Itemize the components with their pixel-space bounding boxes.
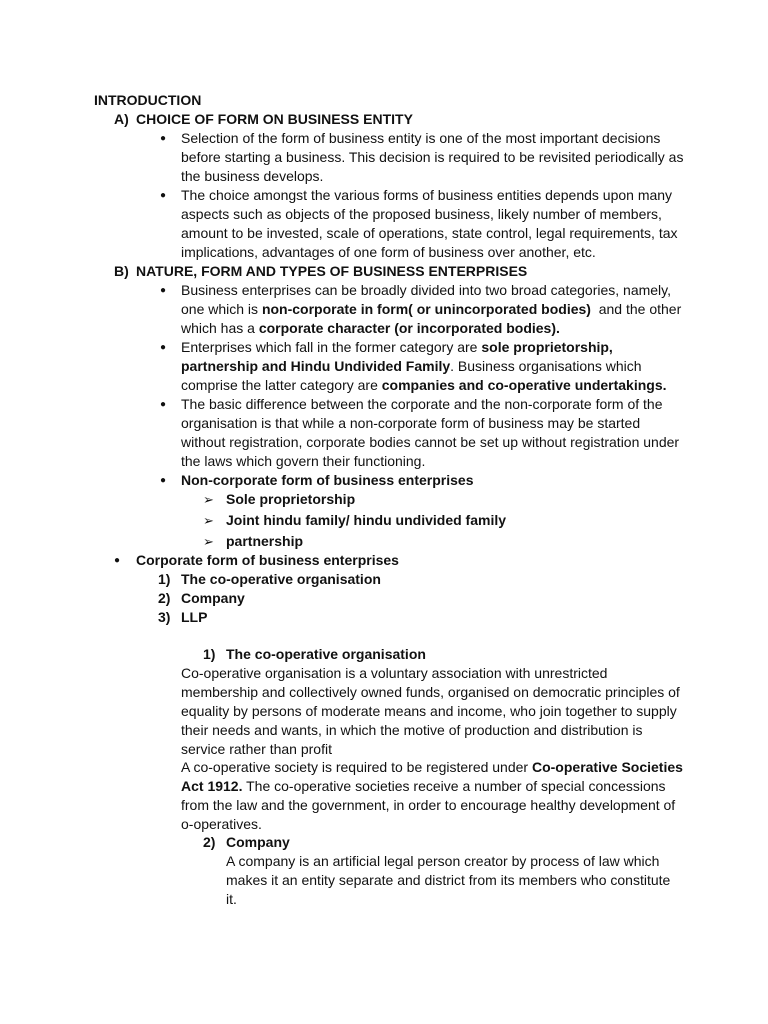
company-line: it.	[226, 891, 237, 907]
section-a-bullet2-line3: amount to be invested, scale of operations, state control, legal requirements, tax	[181, 225, 678, 241]
bullet-icon: ●	[160, 133, 167, 144]
section-b-p3-line3: without registration, corporate bodies cannot be set up without registration under	[181, 434, 680, 450]
coop-para2-line2: Act 1912. The co-operative societies receive a number of special concessions	[181, 778, 666, 794]
section-b-p2-line3: comprise the latter category are companies and co-operative undertakings.	[181, 377, 667, 393]
company-line: makes it an entity separate and district from its members who constitute	[226, 872, 671, 888]
section-a-title: CHOICE OF FORM ON BUSINESS ENTITY	[136, 111, 413, 127]
bullet-icon: ●	[160, 285, 167, 296]
section-a-bullet2-line2: aspects such as objects of the proposed business, likely number of members,	[181, 206, 662, 222]
corporate-item: Company	[181, 590, 245, 606]
company-title: Company	[226, 834, 290, 850]
company-num: 2)	[203, 834, 216, 850]
section-b-p1-line2: one which is non-corporate in form( or unincorporated bodies) and the other	[181, 301, 682, 317]
bullet-icon: ●	[160, 475, 167, 486]
coop-para2-line3: from the law and the government, in order to encourage healthy development of	[181, 797, 676, 813]
section-b-p2-line1: Enterprises which fall in the former category are sole proprietorship,	[181, 339, 613, 355]
noncorp-item: partnership	[226, 533, 304, 549]
company-line: A company is an artificial legal person creator by process of law which	[226, 853, 660, 869]
section-b-p1-line3: which has a corporate character (or incorporated bodies).	[181, 320, 560, 336]
coop-para1-line: their needs and wants, in which the motive of production and distribution is	[181, 722, 643, 738]
section-b-title: NATURE, FORM AND TYPES OF BUSINESS ENTERPRISES	[136, 263, 528, 279]
noncorp-item: Joint hindu family/ hindu undivided family	[226, 512, 507, 528]
corporate-item-num: 1)	[158, 571, 171, 587]
coop-para1-line: Co-operative organisation is a voluntary association with unrestricted	[181, 665, 608, 681]
corporate-item: The co-operative organisation	[181, 571, 381, 587]
section-b-p1-line1: Business enterprises can be broadly divided into two broad categories, namely,	[181, 282, 672, 298]
coop-title: The co-operative organisation	[226, 646, 426, 662]
noncorp-item: Sole proprietorship	[226, 491, 356, 507]
section-b-p3-line1: The basic difference between the corporate and the non-corporate form of the	[181, 396, 663, 412]
coop-para1-line: membership and collectively owned funds, organised on democratic principles of	[181, 684, 680, 700]
intro-heading: INTRODUCTION	[94, 92, 202, 108]
section-a-bullet1-line3: the business develops.	[181, 168, 324, 184]
coop-para1-line: service rather than profit	[181, 741, 332, 757]
section-a-bullet2-line1: The choice amongst the various forms of business entities depends upon many	[181, 187, 673, 203]
arrow-icon: ➢	[203, 513, 214, 528]
bullet-icon: ●	[114, 555, 121, 566]
section-b-p3-line2: organisation is that while a non-corporate form of business may be started	[181, 415, 641, 431]
bullet-icon: ●	[160, 190, 167, 201]
arrow-icon: ➢	[203, 492, 214, 507]
coop-para2-line4: o-operatives.	[181, 816, 262, 832]
coop-num: 1)	[203, 646, 216, 662]
section-a-bullet2-line4: implications, advantages of one form of business over another, etc.	[181, 244, 596, 260]
bullet-icon: ●	[160, 399, 167, 410]
coop-para1-line: equality by persons of moderate means and income, who join together to supply	[181, 703, 677, 719]
section-b-p2-line2: partnership and Hindu Undivided Family. Business organisations which	[181, 358, 642, 374]
corporate-item: LLP	[181, 609, 208, 625]
section-b-p3-line4: the laws which govern their functioning.	[181, 453, 426, 469]
section-a-bullet1-line1: Selection of the form of business entity is one of the most important decisions	[181, 130, 661, 146]
coop-para2-line1: A co-operative society is required to be registered under Co-operative Societies	[181, 759, 683, 775]
corporate-title: Corporate form of business enterprises	[136, 552, 399, 568]
section-a-bullet1-line2: before starting a business. This decision is required to be revisited periodically as	[181, 149, 684, 165]
bullet-icon: ●	[160, 342, 167, 353]
corporate-item-num: 3)	[158, 609, 171, 625]
noncorp-title: Non-corporate form of business enterprises	[181, 472, 474, 488]
corporate-item-num: 2)	[158, 590, 171, 606]
section-a-label: A)	[114, 111, 129, 127]
section-b-label: B)	[114, 263, 129, 279]
arrow-icon: ➢	[203, 534, 214, 549]
